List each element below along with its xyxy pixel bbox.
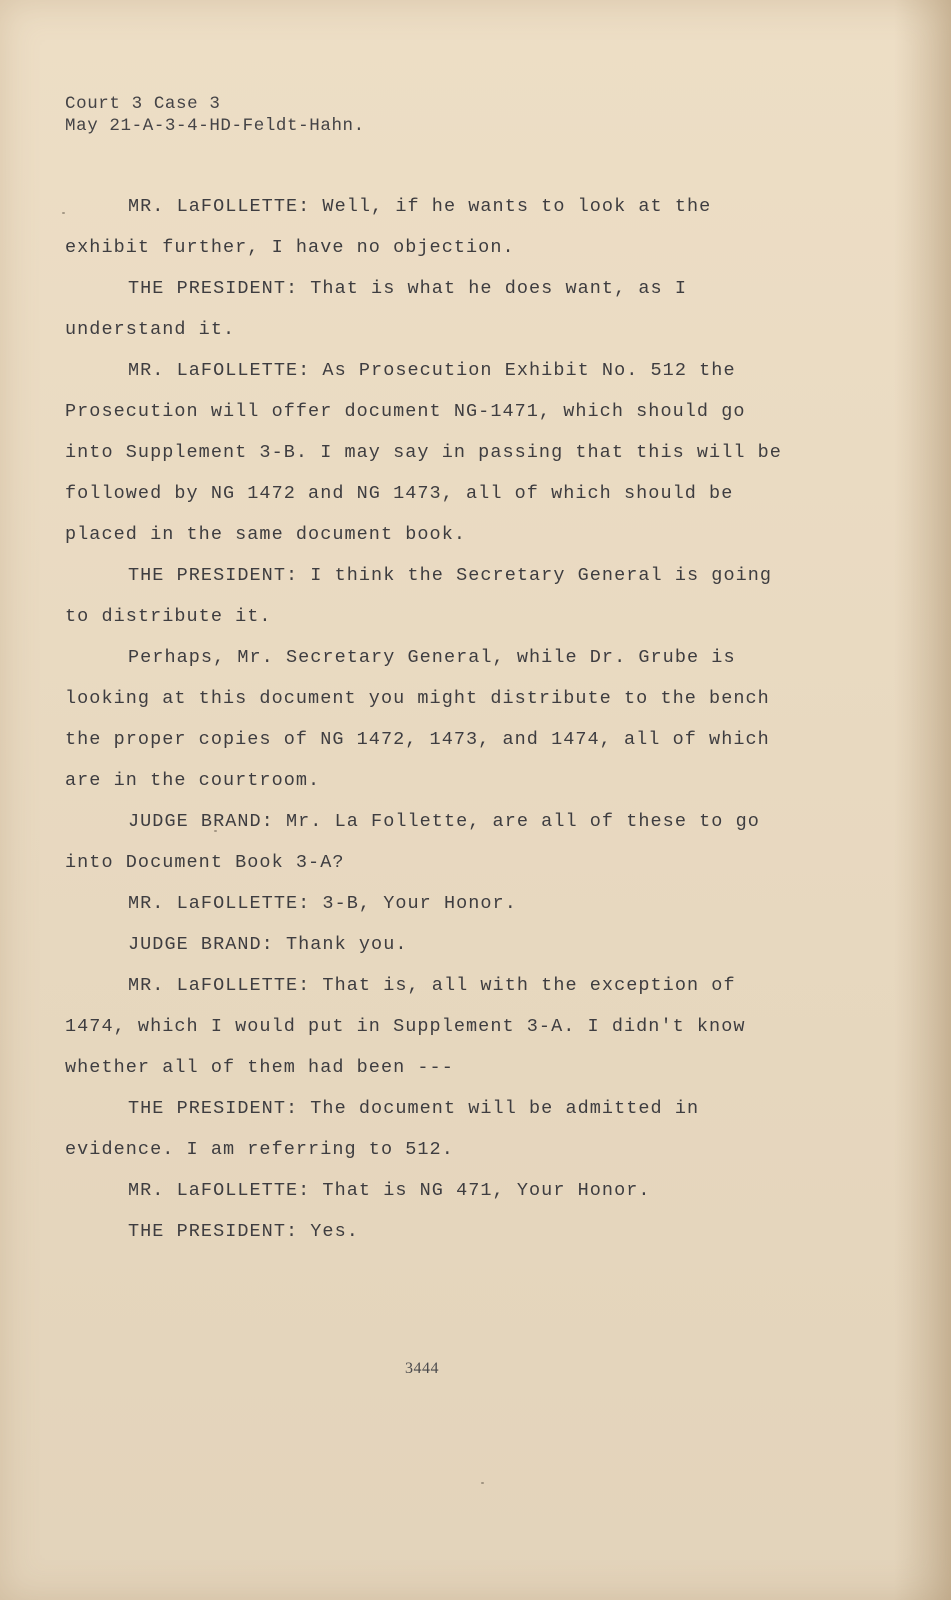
transcript-paragraph: MR. LaFOLLETTE: Well, if he wants to look at the exhibit further, I have no objection. bbox=[65, 196, 712, 258]
transcript-paragraph: MR. LaFOLLETTE: That is, all with the exception of 1474, which I would put in Supplement 3-A. I didn't know whether all of them had been --- bbox=[65, 975, 746, 1078]
transcript-paragraph: THE PRESIDENT: Yes. bbox=[128, 1221, 359, 1242]
transcript-paragraph: Perhaps, Mr. Secretary General, while Dr. Grube is looking at this document you might distribute to the bench the proper copies of NG 1472, 1473, and 1474, all of which are in the courtroom. bbox=[65, 647, 770, 791]
transcript-paragraph: JUDGE BRAND: Thank you. bbox=[128, 934, 408, 955]
paper-speck bbox=[481, 1482, 484, 1484]
transcript-paragraph: THE PRESIDENT: That is what he does want, as I understand it. bbox=[65, 278, 687, 340]
transcript-paragraph: THE PRESIDENT: The document will be admitted in evidence. I am referring to 512. bbox=[65, 1098, 700, 1160]
document-header bbox=[65, 93, 365, 137]
header-court-case: Court 3 Case 3 bbox=[65, 94, 221, 114]
header-date-reference: May 21-A-3-4-HD-Feldt-Hahn. bbox=[65, 116, 365, 136]
transcript-body bbox=[65, 186, 785, 1252]
paper-speck bbox=[214, 830, 217, 832]
paper-speck bbox=[62, 212, 65, 214]
page-number: 3444 bbox=[405, 1360, 439, 1377]
transcript-paragraph: MR. LaFOLLETTE: 3-B, Your Honor. bbox=[128, 893, 517, 914]
transcript-paragraph: THE PRESIDENT: I think the Secretary General is going to distribute it. bbox=[65, 565, 773, 627]
transcript-paragraph: MR. LaFOLLETTE: As Prosecution Exhibit No. 512 the Prosecution will offer document NG-1471, which should go into Supplement 3-B. I may say in passing that this will be followed by NG 1472 and NG 1473, all of which should be placed in the same document book. bbox=[65, 360, 782, 545]
transcript-paragraph: JUDGE BRAND: Mr. La Follette, are all of these to go into Document Book 3-A? bbox=[65, 811, 760, 873]
transcript-paragraph: MR. LaFOLLETTE: That is NG 471, Your Honor. bbox=[128, 1180, 651, 1201]
